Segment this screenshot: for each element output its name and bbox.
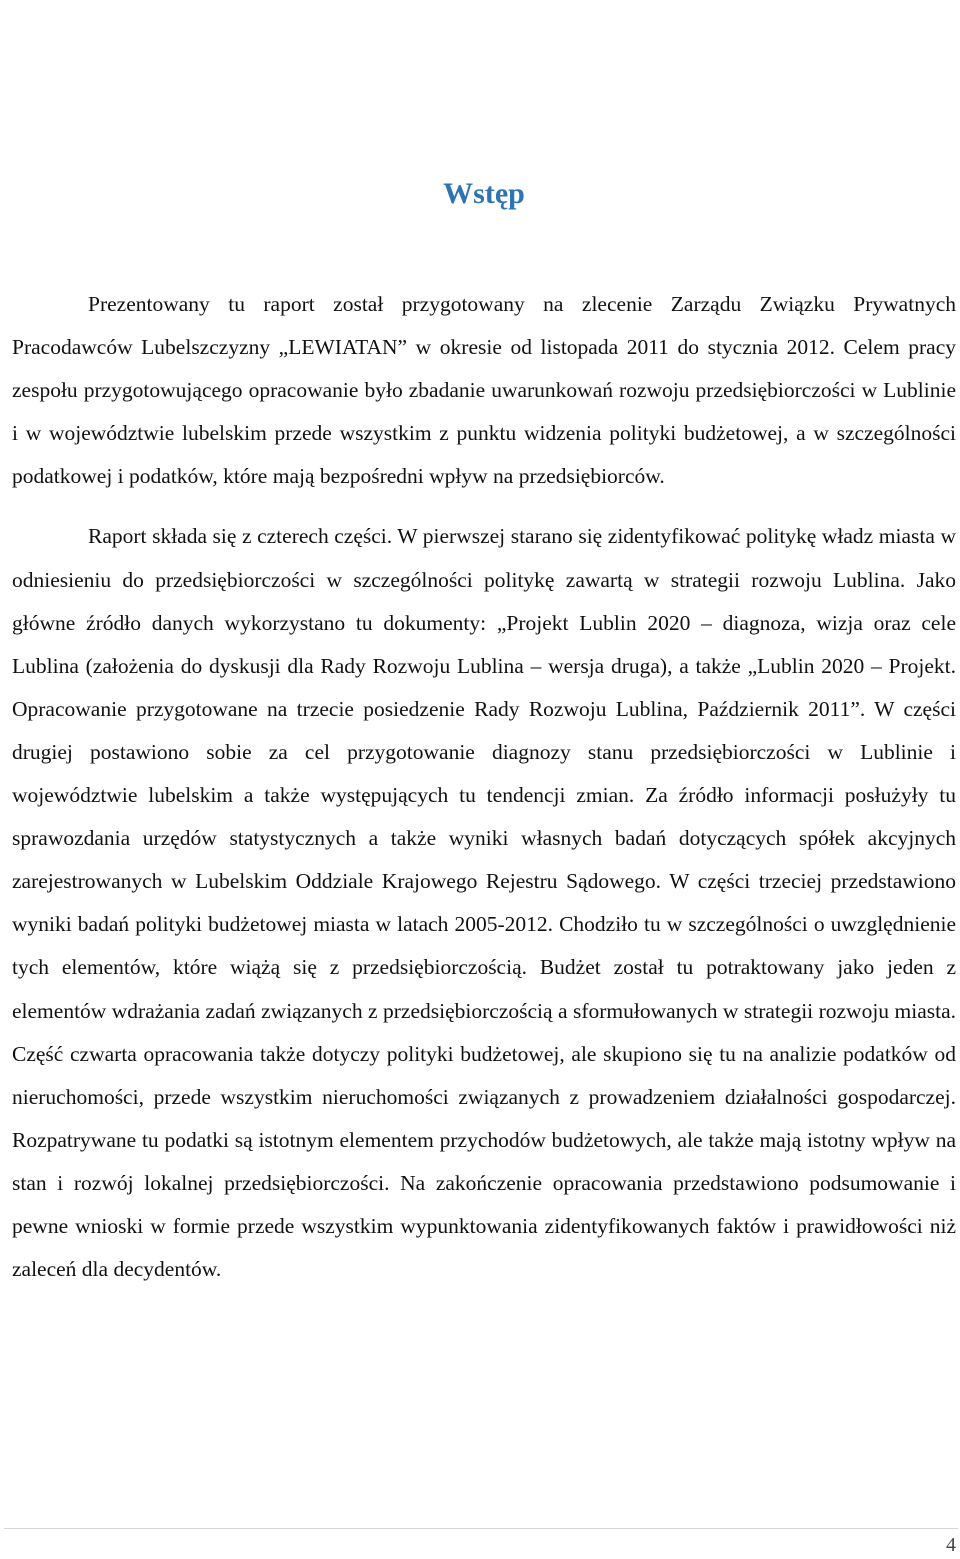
paragraph-intro: Prezentowany tu raport został przygotowany na zlecenie Zarządu Związku Prywatnych Pracodawców Lubelszczyzny „LEWIATAN” w okresie od listopada 2011 do stycznia 2012. Celem pracy zespołu przygotowującego opracowanie było zbadanie uwarunkowań rozwoju przedsiębiorczości w Lublinie i w województwie lubelskim przede wszystkim z punktu widzenia polityki budżetowej, a w szczególności podatkowej i podatków, które mają bezpośredni wpływ na przedsiębiorców.	[12, 292, 956, 489]
document-body	[12, 283, 956, 1291]
paragraph-structure: Raport składa się z czterech części. W pierwszej starano się zidentyfikować politykę władz miasta w odniesieniu do przedsiębiorczości w szczególności politykę zawartą w strategii rozwoju Lublina. Jako główne źródło danych wykorzystano tu dokumenty: „Projekt Lublin 2020 – diagnoza, wizja oraz cele Lublina (założenia do dyskusji dla Rady Rozwoju Lublina – wersja druga), a także „Lublin 2020 – Projekt. Opracowanie przygotowane na trzecie posiedzenie Rady Rozwoju Lublina, Październik 2011”. W części drugiej postawiono sobie za cel przygotowanie diagnozy stanu przedsiębiorczości w Lublinie i województwie lubelskim a także występujących tu tendencji zmian. Za źródło informacji posłużyły tu sprawozdania urzędów statystycznych a także wyniki własnych badań dotyczących spółek akcyjnych zarejestrowanych w Lubelskim Oddziale Krajowego Rejestru Sądowego. W części trzeciej przedstawiono wyniki badań polityki budżetowej miasta w latach 2005-2012. Chodziło tu w szczególności o uwzględnienie tych elementów, które wiążą się z przedsiębiorczością. Budżet został tu potraktowany jako jeden z elementów wdrażania zadań związanych z przedsiębiorczością a sformułowanych w strategii rozwoju miasta. Część czwarta opracowania także dotyczy polityki budżetowej, ale skupiono się tu na analizie podatków od nieruchomości, przede wszystkim nieruchomości związanych z prowadzeniem działalności gospodarczej. Rozpatrywane tu podatki są istotnym elementem przychodów budżetowych, ale także mają istotny wpływ na stan i rozwój lokalnej przedsiębiorczości. Na zakończenie opracowania przedstawiono podsumowanie i pewne wnioski w formie przede wszystkim wypunktowania zidentyfikowanych faktów i prawidłowości niż zaleceń dla decydentów.	[12, 524, 956, 1282]
page-title: Wstęp	[443, 177, 525, 210]
page-number: 4	[946, 1534, 956, 1556]
footer-divider	[4, 1528, 958, 1529]
